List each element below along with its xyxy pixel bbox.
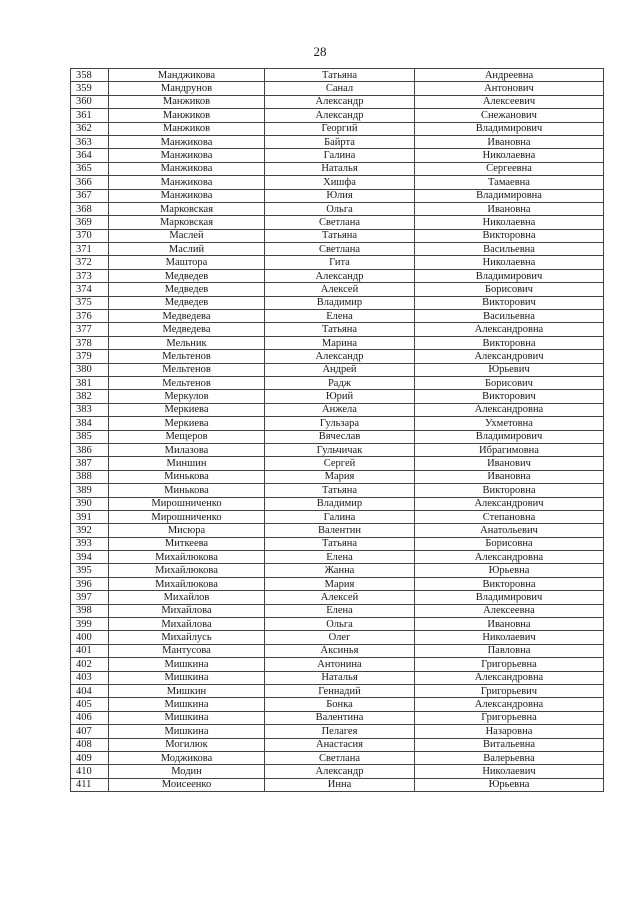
first-name: Мария: [265, 577, 415, 590]
last-name: Мельтенов: [109, 363, 265, 376]
row-number: 399: [71, 618, 109, 631]
first-name: Андрей: [265, 363, 415, 376]
table-row: [71, 751, 604, 764]
last-name: Медведев: [109, 269, 265, 282]
patronymic: Викторовна: [415, 336, 604, 349]
last-name: Меркиева: [109, 417, 265, 430]
patronymic: Снежанович: [415, 109, 604, 122]
first-name: Пелагея: [265, 725, 415, 738]
patronymic: Ивановна: [415, 470, 604, 483]
patronymic: Юрьевич: [415, 363, 604, 376]
first-name: Инна: [265, 778, 415, 791]
first-name: Галина: [265, 510, 415, 523]
row-number: 373: [71, 269, 109, 282]
last-name: Марковская: [109, 216, 265, 229]
table-row: [71, 765, 604, 778]
table-row: [71, 497, 604, 510]
last-name: Медведев: [109, 296, 265, 309]
row-number: 391: [71, 510, 109, 523]
patronymic: Ухметовна: [415, 417, 604, 430]
first-name: Александр: [265, 95, 415, 108]
first-name: Александр: [265, 350, 415, 363]
table-row: [71, 417, 604, 430]
row-number: 370: [71, 229, 109, 242]
row-number: 371: [71, 243, 109, 256]
first-name: Наталья: [265, 162, 415, 175]
row-number: 358: [71, 69, 109, 82]
table-row: [71, 216, 604, 229]
first-name: Марина: [265, 336, 415, 349]
first-name: Татьяна: [265, 537, 415, 550]
row-number: 378: [71, 336, 109, 349]
last-name: Миншин: [109, 457, 265, 470]
last-name: Манжикова: [109, 149, 265, 162]
patronymic: Анатольевич: [415, 524, 604, 537]
first-name: Мария: [265, 470, 415, 483]
last-name: Манжиков: [109, 95, 265, 108]
patronymic: Васильевна: [415, 310, 604, 323]
first-name: Валентин: [265, 524, 415, 537]
last-name: Маслей: [109, 229, 265, 242]
first-name: Анжела: [265, 403, 415, 416]
first-name: Гита: [265, 256, 415, 269]
last-name: Маслий: [109, 243, 265, 256]
last-name: Мещеров: [109, 430, 265, 443]
last-name: Михайлова: [109, 618, 265, 631]
last-name: Миткеева: [109, 537, 265, 550]
page-number: 28: [313, 44, 327, 59]
row-number: 384: [71, 417, 109, 430]
patronymic: Сергеевна: [415, 162, 604, 175]
table-row: [71, 510, 604, 523]
last-name: Михайлова: [109, 604, 265, 617]
row-number: 376: [71, 310, 109, 323]
row-number: 406: [71, 711, 109, 724]
table-row: [71, 537, 604, 550]
last-name: Маштора: [109, 256, 265, 269]
table-row: [71, 243, 604, 256]
table-row: [71, 591, 604, 604]
row-number: 398: [71, 604, 109, 617]
table-row: [71, 323, 604, 336]
row-number: 404: [71, 684, 109, 697]
table-row: [71, 403, 604, 416]
patronymic: Борисович: [415, 283, 604, 296]
patronymic: Николаевна: [415, 216, 604, 229]
first-name: Татьяна: [265, 69, 415, 82]
last-name: Мишкина: [109, 725, 265, 738]
last-name: Мисюра: [109, 524, 265, 537]
last-name: Минькова: [109, 484, 265, 497]
last-name: Манжикова: [109, 189, 265, 202]
last-name: Медведев: [109, 283, 265, 296]
first-name: Жанна: [265, 564, 415, 577]
row-number: 362: [71, 122, 109, 135]
last-name: Михайлов: [109, 591, 265, 604]
table-row: [71, 644, 604, 657]
row-number: 397: [71, 591, 109, 604]
first-name: Георгий: [265, 122, 415, 135]
patronymic: Владимирович: [415, 591, 604, 604]
first-name: Сергей: [265, 457, 415, 470]
last-name: Манжикова: [109, 162, 265, 175]
first-name: Валентина: [265, 711, 415, 724]
patronymic: Ивановна: [415, 135, 604, 148]
first-name: Ольга: [265, 618, 415, 631]
table-row: [71, 698, 604, 711]
first-name: Санал: [265, 82, 415, 95]
first-name: Александр: [265, 109, 415, 122]
first-name: Татьяна: [265, 323, 415, 336]
last-name: Мирошниченко: [109, 510, 265, 523]
patronymic: Викторович: [415, 390, 604, 403]
row-number: 395: [71, 564, 109, 577]
patronymic: Николаевна: [415, 149, 604, 162]
first-name: Вячеслав: [265, 430, 415, 443]
patronymic: Степановна: [415, 510, 604, 523]
row-number: 361: [71, 109, 109, 122]
row-number: 368: [71, 202, 109, 215]
row-number: 381: [71, 376, 109, 389]
first-name: Алексей: [265, 591, 415, 604]
last-name: Мельтенов: [109, 376, 265, 389]
table-row: [71, 470, 604, 483]
row-number: 409: [71, 751, 109, 764]
row-number: 405: [71, 698, 109, 711]
table-row: [71, 684, 604, 697]
table-row: [71, 350, 604, 363]
last-name: Мишкина: [109, 711, 265, 724]
last-name: Минькова: [109, 470, 265, 483]
row-number: 380: [71, 363, 109, 376]
last-name: Мантусова: [109, 644, 265, 657]
first-name: Антонина: [265, 658, 415, 671]
table-row: [71, 310, 604, 323]
table-row: [71, 256, 604, 269]
first-name: Хишфа: [265, 176, 415, 189]
row-number: 360: [71, 95, 109, 108]
last-name: Медведева: [109, 323, 265, 336]
last-name: Моисеенко: [109, 778, 265, 791]
patronymic: Ивановна: [415, 202, 604, 215]
table-row: [71, 390, 604, 403]
patronymic: Владимирович: [415, 430, 604, 443]
patronymic: Владимировна: [415, 189, 604, 202]
first-name: Татьяна: [265, 229, 415, 242]
patronymic: Владимирович: [415, 122, 604, 135]
patronymic: Александрович: [415, 497, 604, 510]
table-row: [71, 149, 604, 162]
last-name: Мандрунов: [109, 82, 265, 95]
row-number: 392: [71, 524, 109, 537]
last-name: Меркиева: [109, 403, 265, 416]
row-number: 385: [71, 430, 109, 443]
patronymic: Андреевна: [415, 69, 604, 82]
table-row: [71, 135, 604, 148]
table-row: [71, 363, 604, 376]
patronymic: Юрьевна: [415, 778, 604, 791]
row-number: 389: [71, 484, 109, 497]
row-number: 393: [71, 537, 109, 550]
patronymic: Викторовна: [415, 484, 604, 497]
first-name: Александр: [265, 765, 415, 778]
table-row: [71, 725, 604, 738]
row-number: 407: [71, 725, 109, 738]
first-name: Юрий: [265, 390, 415, 403]
row-number: 411: [71, 778, 109, 791]
patronymic: Павловна: [415, 644, 604, 657]
table-row: [71, 551, 604, 564]
first-name: Наталья: [265, 671, 415, 684]
table-row: [71, 122, 604, 135]
last-name: Манжикова: [109, 135, 265, 148]
table-row: [71, 202, 604, 215]
table-row: [71, 95, 604, 108]
last-name: Михайлусь: [109, 631, 265, 644]
row-number: 364: [71, 149, 109, 162]
patronymic: Ибрагимовна: [415, 443, 604, 456]
last-name: Меркулов: [109, 390, 265, 403]
patronymic: Викторович: [415, 296, 604, 309]
first-name: Гульчичак: [265, 443, 415, 456]
first-name: Олег: [265, 631, 415, 644]
last-name: Мирошниченко: [109, 497, 265, 510]
row-number: 367: [71, 189, 109, 202]
table-row: [71, 564, 604, 577]
first-name: Светлана: [265, 751, 415, 764]
row-number: 377: [71, 323, 109, 336]
patronymic: Васильевна: [415, 243, 604, 256]
patronymic: Викторовна: [415, 577, 604, 590]
table-row: [71, 82, 604, 95]
patronymic: Валерьевна: [415, 751, 604, 764]
patronymic: Юрьевна: [415, 564, 604, 577]
last-name: Модин: [109, 765, 265, 778]
table-row: [71, 604, 604, 617]
first-name: Гульзара: [265, 417, 415, 430]
first-name: Татьяна: [265, 484, 415, 497]
last-name: Мишкина: [109, 671, 265, 684]
first-name: Елена: [265, 604, 415, 617]
last-name: Мельтенов: [109, 350, 265, 363]
first-name: Владимир: [265, 296, 415, 309]
first-name: Анастасия: [265, 738, 415, 751]
table-row: [71, 269, 604, 282]
patronymic: Александровна: [415, 403, 604, 416]
row-number: 359: [71, 82, 109, 95]
patronymic: Григорьевич: [415, 684, 604, 697]
table-row: [71, 430, 604, 443]
patronymic: Ивановна: [415, 618, 604, 631]
row-number: 366: [71, 176, 109, 189]
last-name: Мишкин: [109, 684, 265, 697]
row-number: 396: [71, 577, 109, 590]
last-name: Манджикова: [109, 69, 265, 82]
patronymic: Александровна: [415, 323, 604, 336]
first-name: Аксинья: [265, 644, 415, 657]
table-row: [71, 162, 604, 175]
last-name: Милазова: [109, 443, 265, 456]
patronymic: Алексеевич: [415, 95, 604, 108]
last-name: Моджикова: [109, 751, 265, 764]
patronymic: Николаевич: [415, 631, 604, 644]
table-row: [71, 484, 604, 497]
table-row: [71, 109, 604, 122]
row-number: 401: [71, 644, 109, 657]
first-name: Юлия: [265, 189, 415, 202]
patronymic: Николаевич: [415, 765, 604, 778]
row-number: 394: [71, 551, 109, 564]
last-name: Манжиков: [109, 109, 265, 122]
row-number: 369: [71, 216, 109, 229]
row-number: 403: [71, 671, 109, 684]
row-number: 387: [71, 457, 109, 470]
patronymic: Григорьевна: [415, 658, 604, 671]
table-row: [71, 443, 604, 456]
patronymic: Назаровна: [415, 725, 604, 738]
row-number: 408: [71, 738, 109, 751]
first-name: Светлана: [265, 216, 415, 229]
row-number: 383: [71, 403, 109, 416]
row-number: 402: [71, 658, 109, 671]
table-row: [71, 176, 604, 189]
row-number: 400: [71, 631, 109, 644]
first-name: Галина: [265, 149, 415, 162]
row-number: 374: [71, 283, 109, 296]
table-row: [71, 671, 604, 684]
table-row: [71, 457, 604, 470]
row-number: 386: [71, 443, 109, 456]
first-name: Ольга: [265, 202, 415, 215]
first-name: Бонка: [265, 698, 415, 711]
patronymic: Витальевна: [415, 738, 604, 751]
row-number: 388: [71, 470, 109, 483]
last-name: Михайлюкова: [109, 577, 265, 590]
table-row: [71, 778, 604, 791]
table-row: [71, 283, 604, 296]
first-name: Радж: [265, 376, 415, 389]
table-row: [71, 69, 604, 82]
table-row: [71, 631, 604, 644]
first-name: Светлана: [265, 243, 415, 256]
table-row: [71, 336, 604, 349]
patronymic: Алексеевна: [415, 604, 604, 617]
row-number: 375: [71, 296, 109, 309]
row-number: 382: [71, 390, 109, 403]
patronymic: Александровна: [415, 671, 604, 684]
table-body: [71, 69, 604, 792]
row-number: 379: [71, 350, 109, 363]
row-number: 365: [71, 162, 109, 175]
last-name: Михайлюкова: [109, 551, 265, 564]
table-row: [71, 658, 604, 671]
names-table: [70, 68, 604, 792]
last-name: Манжиков: [109, 122, 265, 135]
first-name: Байрта: [265, 135, 415, 148]
patronymic: Александрович: [415, 350, 604, 363]
patronymic: Антонович: [415, 82, 604, 95]
first-name: Алексей: [265, 283, 415, 296]
last-name: Мишкина: [109, 658, 265, 671]
table-row: [71, 524, 604, 537]
patronymic: Борисович: [415, 376, 604, 389]
last-name: Мельник: [109, 336, 265, 349]
table-row: [71, 618, 604, 631]
patronymic: Николаевна: [415, 256, 604, 269]
row-number: 372: [71, 256, 109, 269]
last-name: Манжикова: [109, 176, 265, 189]
table-row: [71, 376, 604, 389]
first-name: Елена: [265, 310, 415, 323]
patronymic: Борисовна: [415, 537, 604, 550]
table-row: [71, 229, 604, 242]
first-name: Геннадий: [265, 684, 415, 697]
patronymic: Викторовна: [415, 229, 604, 242]
patronymic: Тамаевна: [415, 176, 604, 189]
last-name: Мишкина: [109, 698, 265, 711]
patronymic: Иванович: [415, 457, 604, 470]
patronymic: Владимирович: [415, 269, 604, 282]
patronymic: Александровна: [415, 698, 604, 711]
row-number: 363: [71, 135, 109, 148]
table-row: [71, 738, 604, 751]
patronymic: Александровна: [415, 551, 604, 564]
table-row: [71, 577, 604, 590]
row-number: 390: [71, 497, 109, 510]
table-row: [71, 189, 604, 202]
patronymic: Григорьевна: [415, 711, 604, 724]
last-name: Марковская: [109, 202, 265, 215]
row-number: 410: [71, 765, 109, 778]
table-row: [71, 296, 604, 309]
first-name: Елена: [265, 551, 415, 564]
last-name: Медведева: [109, 310, 265, 323]
table-row: [71, 711, 604, 724]
first-name: Александр: [265, 269, 415, 282]
last-name: Михайлюкова: [109, 564, 265, 577]
first-name: Владимир: [265, 497, 415, 510]
last-name: Могилюк: [109, 738, 265, 751]
